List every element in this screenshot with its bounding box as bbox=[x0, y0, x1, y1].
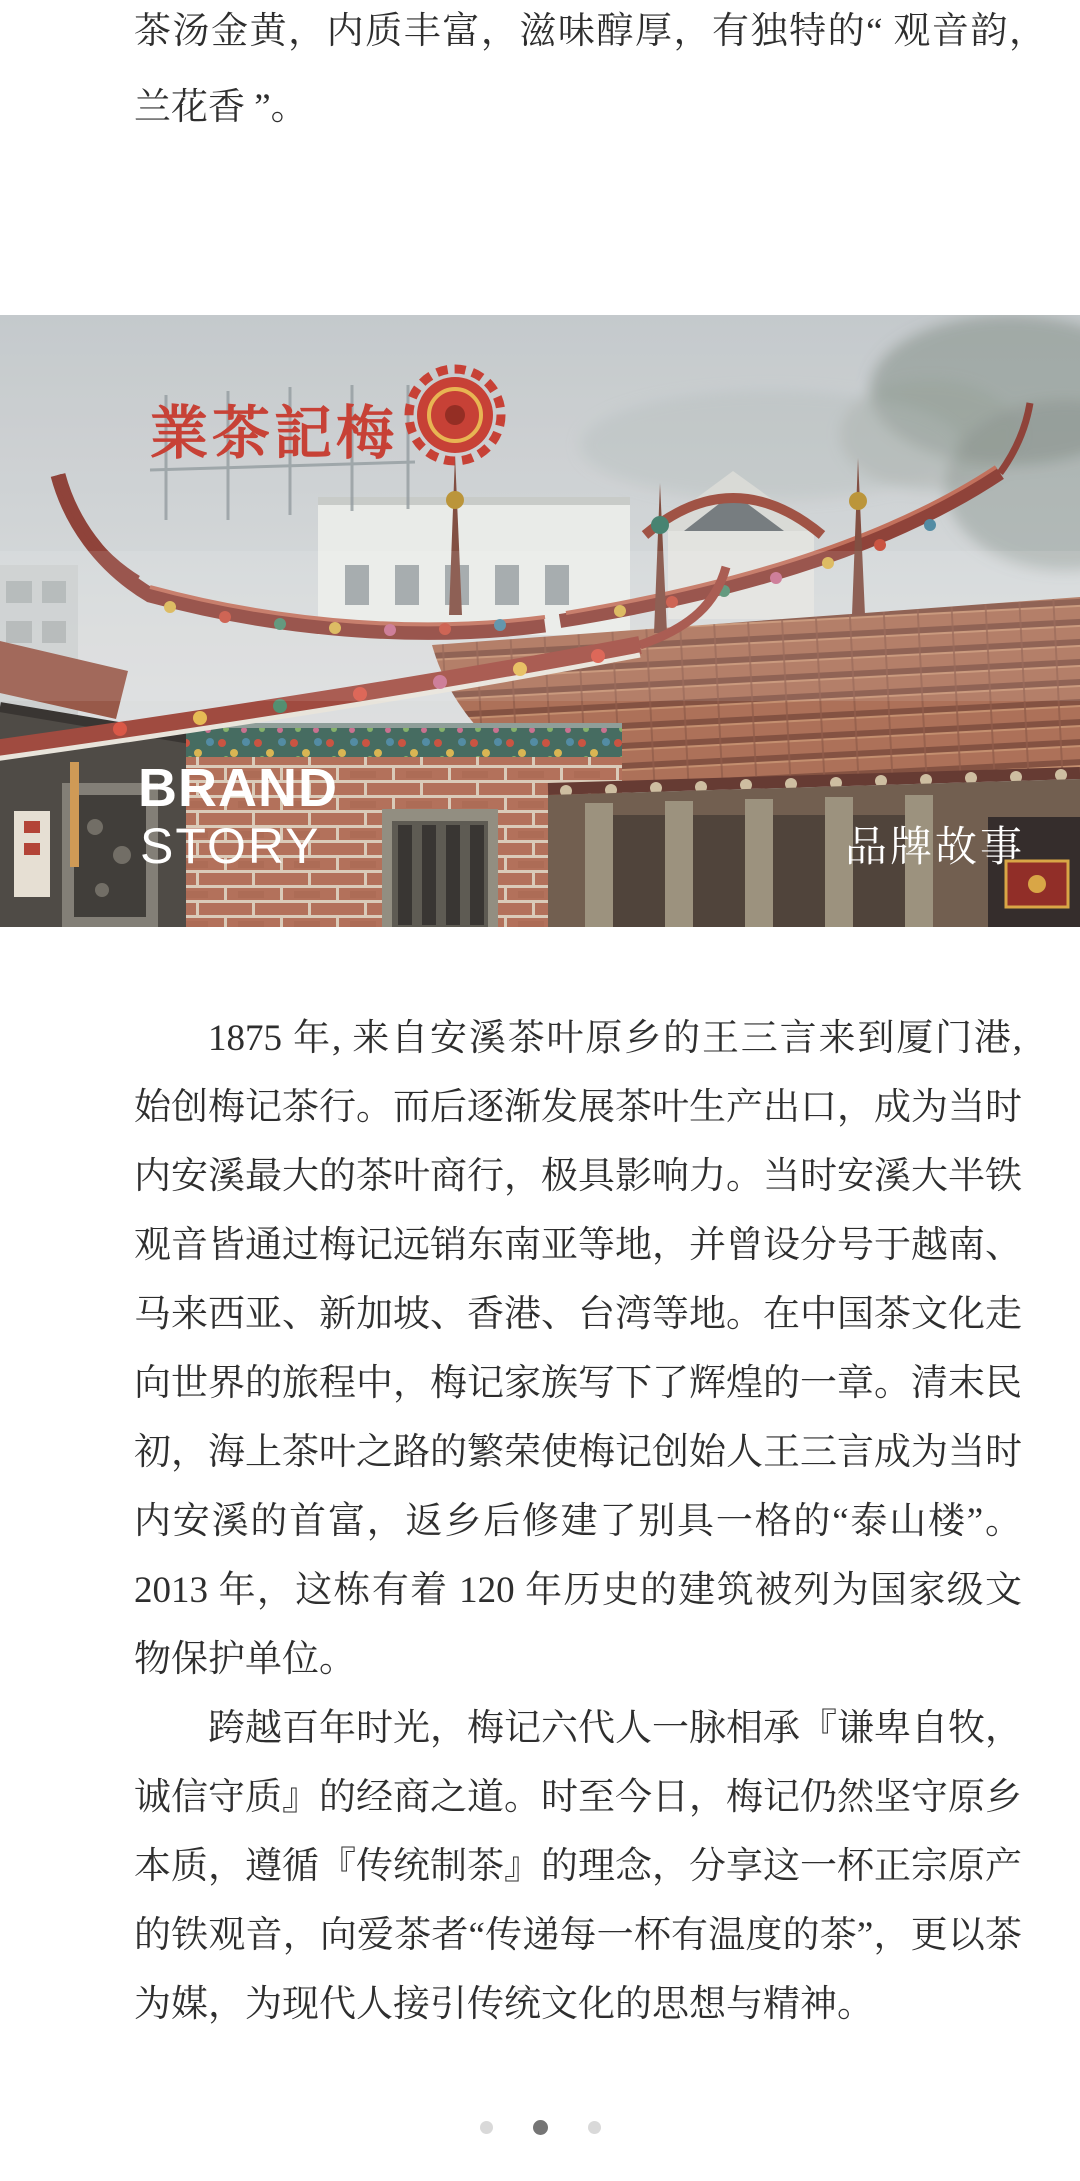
story-section bbox=[134, 1004, 1022, 2039]
carousel-dot[interactable] bbox=[480, 2121, 493, 2134]
intro-text: 茶汤金黄，内质丰富，滋味醇厚，有独特的“ 观音韵，兰花香 ”。 bbox=[134, 11, 1046, 128]
carousel-dots bbox=[0, 2120, 1080, 2135]
brand-title-en-line2: STORY bbox=[140, 818, 321, 874]
story-paragraph-1: 1875 年, 来自安溪茶叶原乡的王三言来到厦门港, 始创梅记茶行。而后逐渐发展茶叶生产出口，成为当时内安溪最大的茶叶商行，极具影响力。当时安溪大半铁观音皆通过梅记远销东南亚等地，并曾设分号于越南、马来西亚、新加坡、香港、台湾等地。在中国茶文化走向世界的旅程中，梅记家族写下了辉煌的一章。清末民初，海上茶叶之路的繁荣使梅记创始人王三言成为当时内安溪的首富，返乡后修建了别具一格的“泰山楼”。2013 年，这栋有着 120 年历史的建筑被列为国家级文物保护单位。 bbox=[134, 1018, 1022, 1680]
brand-title-en-line1: BRAND bbox=[138, 758, 338, 818]
story-paragraph-2: 跨越百年时光，梅记六代人一脉相承『谦卑自牧，诚信守质』的经商之道。时至今日，梅记仍然坚守原乡本质，遵循『传统制茶』的理念，分享这一杯正宗原产的铁观音，向爱茶者“传递每一杯有温度的茶”，更以茶为媒，为现代人接引传统文化的思想与精神。 bbox=[134, 1708, 1022, 2025]
brand-title-zh: 品牌故事 bbox=[844, 825, 1025, 871]
hero-photo[interactable] bbox=[0, 315, 1080, 927]
carousel-dot-active[interactable] bbox=[533, 2120, 548, 2135]
accent-bar bbox=[70, 762, 79, 867]
carousel-dot[interactable] bbox=[588, 2121, 601, 2134]
rooftop-sign-text: 業茶記梅 bbox=[150, 401, 399, 466]
